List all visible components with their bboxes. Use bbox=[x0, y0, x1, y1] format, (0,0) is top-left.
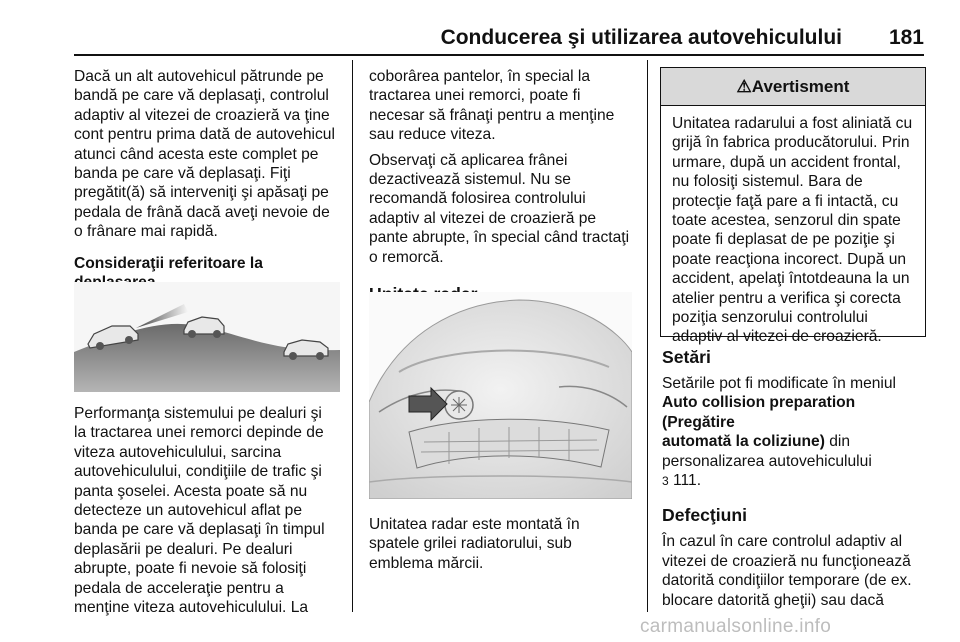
text-line: atelier pentru a verifica şi corecta bbox=[672, 289, 901, 307]
warning-body bbox=[661, 106, 925, 347]
defectiuni-paragraph bbox=[662, 532, 926, 610]
text-line: pante abrupte, în special când tractaţi bbox=[369, 229, 630, 247]
text-line: Unitatea radar este montată în bbox=[369, 516, 580, 533]
text-line: accident, apelaţi întotdeauna la un bbox=[672, 270, 910, 288]
text-line: o remorcă. bbox=[369, 248, 444, 266]
text-line: bandă pe care vă deplasaţi, controlul bbox=[74, 87, 329, 105]
text-line: deplasării pe dealuri. Pe dealuri bbox=[74, 540, 293, 558]
column-1-lower bbox=[74, 404, 346, 617]
column-2 bbox=[369, 67, 641, 305]
setari-paragraph bbox=[662, 374, 926, 491]
text-line: Unitatea radarului a fost aliniată cu bbox=[672, 115, 913, 132]
col2-paragraph-1 bbox=[369, 67, 641, 145]
text-line: Performanţa sistemului pe dealuri şi bbox=[74, 405, 322, 422]
text-line: pedala de frână dacă aveţi nevoie de bbox=[74, 203, 330, 221]
text-line: pedala de acceleraţie pentru a bbox=[74, 579, 284, 597]
radar-car-front-illustration bbox=[369, 292, 632, 499]
text-line: abrupte, poate fi nevoie să folosiţi bbox=[74, 560, 307, 578]
column-1 bbox=[74, 67, 346, 312]
text-line: recomandă folosirea controlului bbox=[369, 190, 586, 208]
col1-paragraph-2 bbox=[74, 404, 346, 617]
text-line: panta şoselei. Acesta poate să nu bbox=[74, 482, 308, 500]
warning-title: Avertisment bbox=[751, 76, 850, 96]
text-line: o frânare mai rapidă. bbox=[74, 223, 218, 241]
text-line: protecţie faţă pare a fi intactă, cu bbox=[672, 192, 899, 210]
text-line: spatele grilei radiatorului, sub bbox=[369, 535, 572, 553]
warning-box bbox=[660, 67, 926, 346]
text-line: datorită condiţiilor temporare (de ex. bbox=[662, 572, 912, 590]
text-line: poate fi deplasat de pe poziţie şi bbox=[672, 231, 895, 249]
text-line: atunci când acesta este complet pe bbox=[74, 145, 319, 163]
hill-cars-svg bbox=[74, 282, 340, 392]
text-line: la tractarea unei remorci depinde de bbox=[74, 424, 324, 442]
text-line: poate reacţiona incorect. După un bbox=[672, 250, 907, 268]
text-line: dezactivează sistemul. Nu se bbox=[369, 171, 571, 189]
menu-name-line: automată la coliziune) bbox=[662, 433, 825, 451]
text-line: Dacă un alt autovehicul pătrunde pe bbox=[74, 68, 324, 85]
col1-paragraph-1 bbox=[74, 67, 346, 242]
page-header bbox=[0, 0, 960, 54]
col2-paragraph-3 bbox=[369, 515, 641, 573]
text-line: personalizarea autovehiculului bbox=[662, 452, 872, 470]
text-line: grijă în fabrica producătorului. Prin bbox=[672, 134, 910, 152]
text-line: banda pe care vă deplasaţi. Fiţi bbox=[74, 165, 291, 183]
menu-name-line: Auto collision preparation (Pregătire bbox=[662, 394, 856, 431]
text-line: Setările pot fi modificate în meniul bbox=[662, 375, 897, 392]
text-line: nu folosiţi sistemul. Bara de bbox=[672, 173, 863, 191]
column-2-lower bbox=[369, 515, 641, 573]
page-number: 181 bbox=[888, 26, 924, 49]
text-line: emblema mărcii. bbox=[369, 554, 484, 572]
radar-car-svg bbox=[369, 292, 632, 499]
text-line: În cazul în care controlul adaptiv al bbox=[662, 533, 903, 551]
watermark: carmanualsonline.info bbox=[640, 616, 832, 637]
page-reference: 111. bbox=[668, 472, 702, 490]
text-line: toate acestea, senzorul din spate bbox=[672, 212, 901, 230]
column-divider-2 bbox=[647, 60, 648, 612]
text-line: blocare datorită gheţii) sau dacă bbox=[662, 591, 884, 609]
heading-line: Consideraţii referitoare la bbox=[74, 254, 263, 272]
page-reference-icon: 3 bbox=[662, 474, 669, 489]
text-line: poziţia senzorului controlului bbox=[672, 309, 868, 327]
text-line: menţine viteza autovehiculului. La bbox=[74, 599, 309, 617]
text-line: detecteze un autovehicul aflat pe bbox=[74, 502, 303, 520]
text-line: Observaţi că aplicarea frânei bbox=[369, 151, 568, 169]
text-line: banda pe care vă deplasaţi în timpul bbox=[74, 521, 325, 539]
col2-paragraph-2 bbox=[369, 151, 641, 267]
column-3-lower bbox=[662, 346, 926, 610]
defectiuni-title: Defecţiuni bbox=[662, 505, 748, 526]
text-line: vitezei de croazieră nu funcţionează bbox=[662, 552, 911, 570]
warning-icon: ⚠ bbox=[736, 76, 752, 96]
warning-header bbox=[661, 68, 925, 106]
text-line: autovehiculului, condiţiile de trafic şi bbox=[74, 463, 322, 481]
text-line: urmare, după un accident frontal, bbox=[672, 153, 901, 171]
header-title: Conducerea şi utilizarea autovehiculului bbox=[440, 26, 842, 49]
setari-title: Setări bbox=[662, 347, 711, 367]
header-rule bbox=[74, 54, 924, 56]
text-line: sau reduce viteza. bbox=[369, 126, 496, 144]
text-line: adaptiv al vitezei de croazieră. bbox=[672, 328, 882, 346]
column-divider-1 bbox=[352, 60, 353, 612]
text-fragment: din bbox=[824, 433, 851, 451]
text-line: tractarea unei remorci, poate fi bbox=[369, 87, 581, 105]
text-line: viteza autovehiculului, sarcina bbox=[74, 443, 282, 461]
text-line: adaptiv al vitezei de croazieră pe bbox=[369, 209, 597, 227]
text-line: coborârea pantelor, în special la bbox=[369, 68, 591, 85]
text-line: pregătit(ă) să interveniţi şi apăsaţi pe bbox=[74, 184, 329, 202]
text-line: cont pentru prima dată de autovehicul bbox=[74, 126, 335, 144]
text-line: adaptiv al vitezei de croazieră va ţine bbox=[74, 106, 330, 124]
hill-cars-illustration bbox=[74, 282, 340, 392]
text-line: necesar să frânaţi pentru a menţine bbox=[369, 106, 615, 124]
